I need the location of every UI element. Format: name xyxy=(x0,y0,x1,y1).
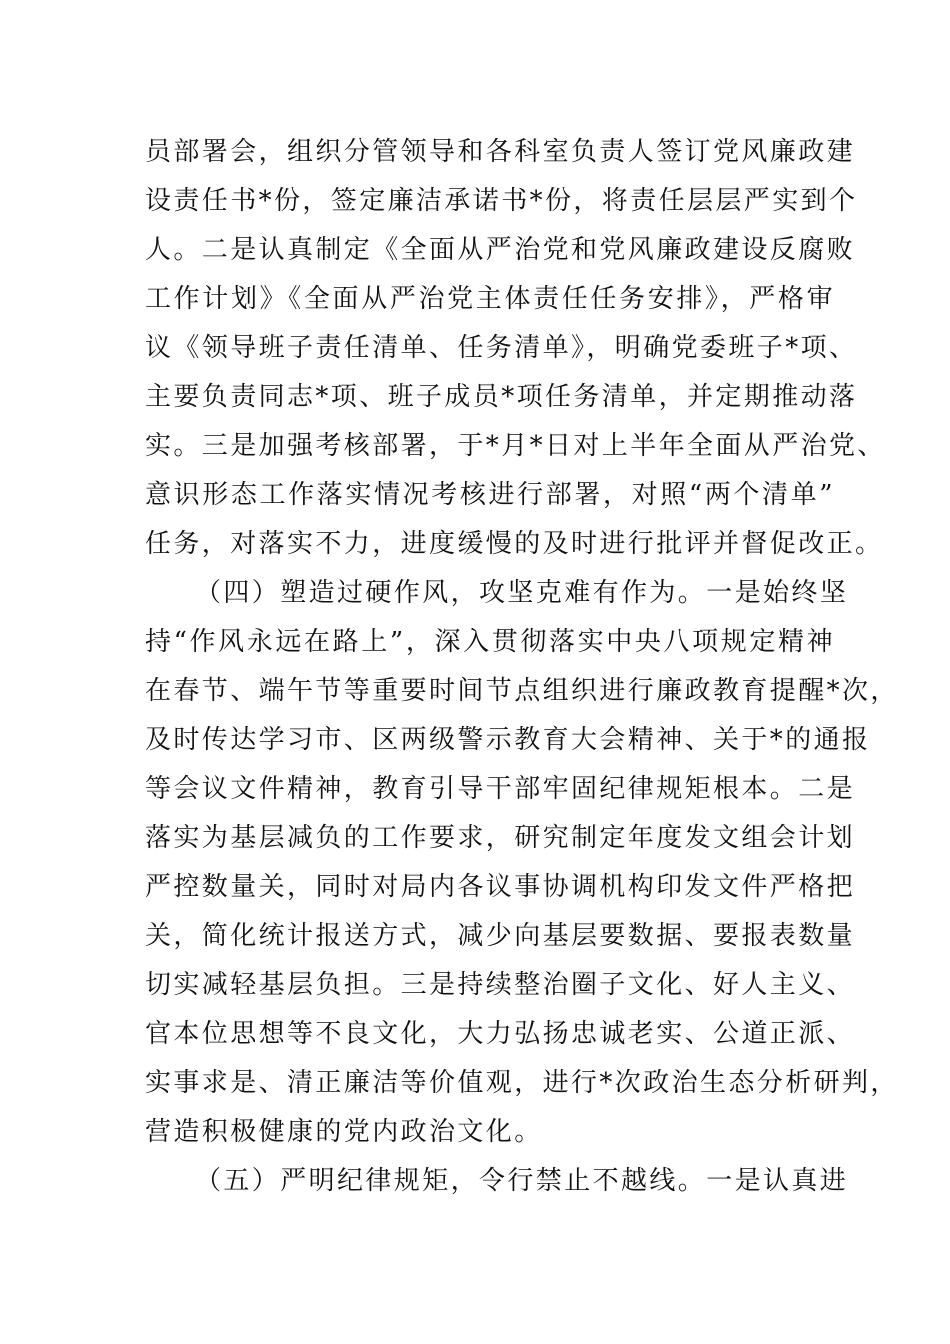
text-line: 持“作风永远在路上”，深入贯彻落实中央八项规定精神 xyxy=(145,627,835,657)
text-line: 实事求是、清正廉洁等价值观，进行*次政治生态分析研判， xyxy=(145,1068,899,1098)
text-line: 员部署会，组织分管领导和各科室负责人签订党风廉政建 xyxy=(145,137,856,167)
text-line: 及时传达学习市、区两级警示教育大会精神、关于*的通报 xyxy=(145,725,871,755)
section-heading-line: （五）严明纪律规矩，令行禁止不越线。一是认真进 xyxy=(195,1166,849,1196)
text-line: 营造积极健康的党内政治文化。 xyxy=(145,1117,543,1147)
text-line: 官本位思想等不良文化，大力弘扬忠诚老实、公道正派、 xyxy=(145,1019,856,1049)
text-line: 人。二是认真制定《全面从严治党和党风廉政建设反腐败 xyxy=(145,235,856,265)
text-line: 设责任书*份，签定廉洁承诺书*份，将责任层层严实到个 xyxy=(145,186,858,216)
text-line: 严控数量关，同时对局内各议事协调机构印发文件严格把 xyxy=(145,872,856,902)
text-line: 工作计划》《全面从严治党主体责任任务安排》，严格审 xyxy=(145,284,835,314)
text-line: 任务，对落实不力，进度缓慢的及时进行批评并督促改正。 xyxy=(145,529,884,559)
document-body xyxy=(145,128,899,1206)
text-line: 意识形态工作落实情况考核进行部署，对照“两个清单” xyxy=(145,480,835,510)
section-heading-line: （四）塑造过硬作风，攻坚克难有作为。一是始终坚 xyxy=(195,578,849,608)
text-line: 落实为基层减负的工作要求，研究制定年度发文组会计划 xyxy=(145,823,856,853)
text-line: 在春节、端午节等重要时间节点组织进行廉政教育提醒*次， xyxy=(145,676,899,706)
text-line: 等会议文件精神，教育引导干部牢固纪律规矩根本。二是 xyxy=(145,774,856,804)
text-line: 主要负责同志*项、班子成员*项任务清单，并定期推动落 xyxy=(145,382,858,412)
text-line: 实。三是加强考核部署，于*月*日对上半年全面从严治党、 xyxy=(145,431,886,461)
text-line: 关，简化统计报送方式，减少向基层要数据、要报表数量 xyxy=(145,921,856,951)
text-line: 切实减轻基层负担。三是持续整治圈子文化、好人主义、 xyxy=(145,970,856,1000)
text-line: 议《领导班子责任清单、任务清单》，明确党委班子*项、 xyxy=(145,333,858,363)
